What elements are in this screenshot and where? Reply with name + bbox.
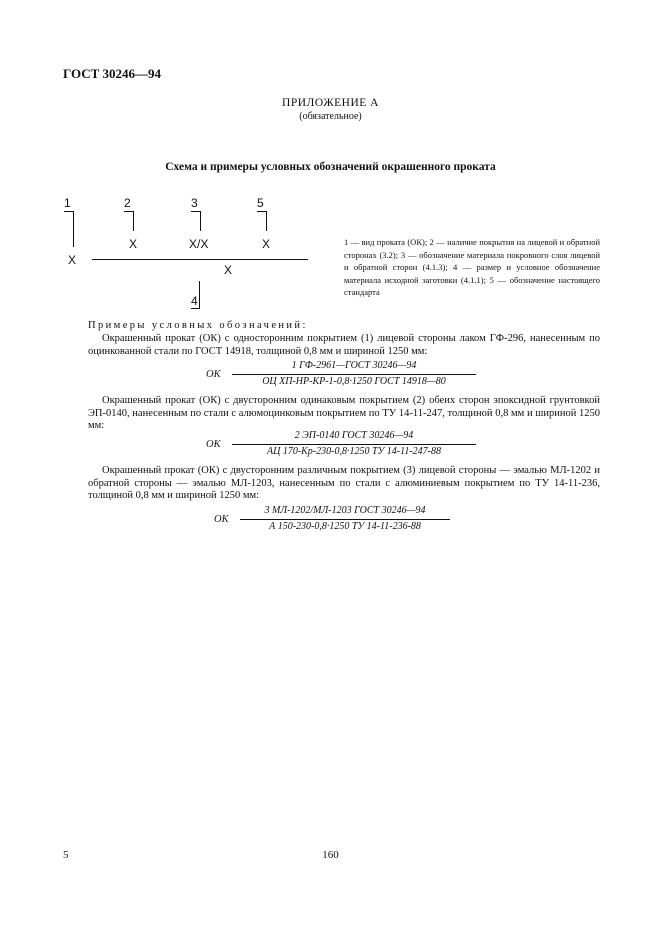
example-3-numerator: 3 МЛ-1202/МЛ-1203 ГОСТ 30246—94 — [264, 505, 426, 516]
footer-left-number: 5 — [63, 849, 69, 861]
leader-4-h — [191, 308, 200, 309]
leader-1-v — [73, 211, 74, 247]
example-3-prefix: ОК — [214, 514, 229, 525]
page-number: 160 — [322, 849, 339, 861]
scheme-number-3: 3 — [191, 196, 198, 210]
example-1-numerator: 1 ГФ-2961—ГОСТ 30246—94 — [291, 360, 417, 371]
example-2-text — [88, 395, 600, 433]
example-2-numerator: 2 ЭП-0140 ГОСТ 30246—94 — [294, 430, 414, 441]
scheme-mark-5: X — [262, 237, 271, 251]
scheme-number-2: 2 — [124, 196, 131, 210]
section-title: Схема и примеры условных обозначений окрашенного проката — [165, 161, 496, 173]
scheme-legend: 1 — вид проката (ОК); 2 — наличие покрытия на лицевой и обратной сторонах (3.2); 3 — обозначение материала покровного слоя лицевой и обратной сторон (4.1.3); 4 — размер и условное обозначение материала исходной заготовки (4.1.1); 5 — обозначение настоящего стандарта — [344, 237, 600, 297]
leader-3-h — [191, 211, 200, 212]
leader-5-h — [257, 211, 266, 212]
example-1-text — [88, 333, 600, 358]
example-3-designation — [214, 505, 450, 537]
example-3-bar — [240, 519, 450, 520]
leader-5-v — [266, 211, 267, 231]
example-1-denominator: ОЦ ХП-НР-КР-1-0,8·1250 ГОСТ 14918—80 — [262, 376, 446, 387]
scheme-mark-4: X — [224, 263, 233, 277]
example-3-denominator: А 150-230-0,8·1250 ТУ 14-11-236-88 — [269, 521, 421, 532]
scheme-mark-3: X/X — [189, 237, 209, 251]
scheme-number-1: 1 — [64, 196, 71, 210]
example-1-designation — [206, 360, 476, 392]
designation-scheme — [60, 195, 320, 315]
leader-4-v — [199, 281, 200, 308]
example-2-prefix: ОК — [206, 439, 221, 450]
annex-status: (обязательное) — [299, 111, 362, 122]
scheme-fraction-bar — [92, 259, 308, 260]
example-3-description: Окрашенный прокат (ОК) с двусторонним различным покрытием (3) лицевой стороны — эмалью МЛ-1202 и обратной стороны — эмалью МЛ-1203, нанесенным по стали с алюминиевым покрытием по ТУ 14-11-236, толщиной 0,8 мм и шириной 1250 мм: — [88, 465, 600, 501]
leader-2-h — [124, 211, 133, 212]
example-2-description: Окрашенный прокат (ОК) с двусторонним одинаковым покрытием (2) обеих сторон эпоксидной грунтовкой ЭП-0140, нанесенным по стали с алюмоцинковым покрытием по ТУ 14-11-247, толщиной 0,8 мм и шириной 1250 мм: — [88, 395, 600, 431]
leader-1-h — [64, 211, 73, 212]
example-3-text — [88, 465, 600, 503]
scheme-number-5: 5 — [257, 196, 264, 210]
example-2-bar — [232, 444, 476, 445]
scheme-mark-1: X — [68, 253, 77, 267]
example-1-description: Окрашенный прокат (ОК) с односторонним покрытием (1) лицевой стороны лаком ГФ-296, нанесенным по оцинкованной стали по ГОСТ 14918, толщиной 0,8 мм и шириной 1250 мм: — [88, 333, 600, 357]
example-2-denominator: АЦ 170-Кр-230-0,8·1250 ТУ 14-11-247-88 — [267, 446, 441, 457]
example-2-designation — [206, 430, 476, 462]
scheme-number-4: 4 — [191, 294, 198, 308]
leader-3-v — [200, 211, 201, 231]
annex-title: ПРИЛОЖЕНИЕ А — [282, 97, 379, 109]
example-1-prefix: ОК — [206, 369, 221, 380]
document-header: ГОСТ 30246—94 — [63, 66, 162, 81]
example-1-bar — [232, 374, 476, 375]
leader-2-v — [133, 211, 134, 231]
examples-heading: Примеры условных обозначений: — [88, 320, 308, 331]
scheme-mark-2: X — [129, 237, 138, 251]
